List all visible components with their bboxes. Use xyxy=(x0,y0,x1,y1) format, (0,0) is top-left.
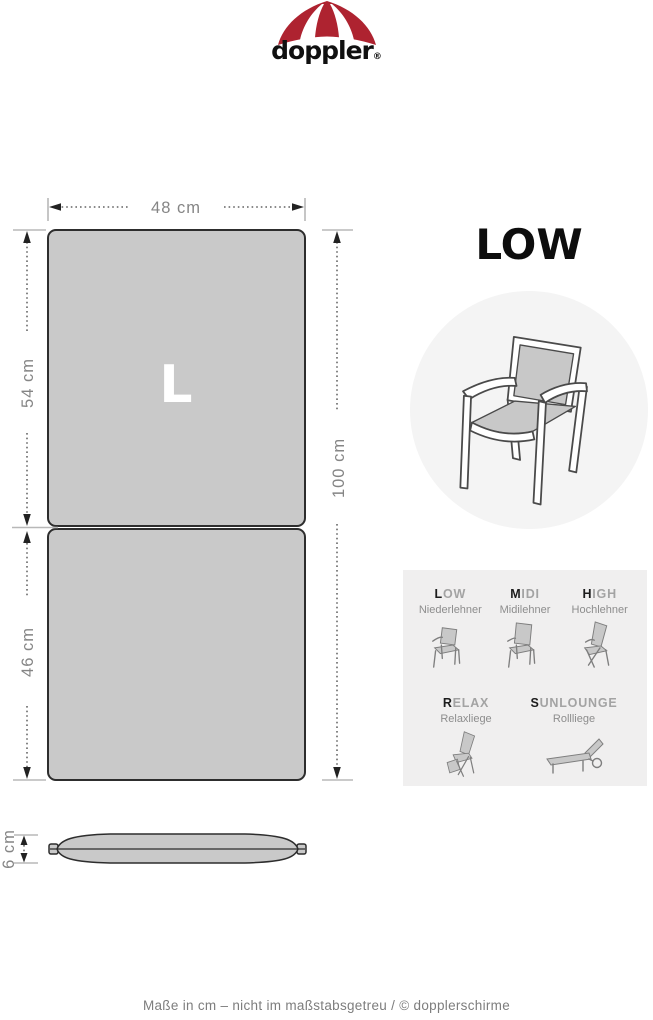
dimension-thickness xyxy=(0,829,38,869)
low-chair-illustration xyxy=(422,303,636,517)
registered-mark: ® xyxy=(372,52,382,62)
dimension-lower-height xyxy=(13,531,46,780)
sunlounge-icon xyxy=(541,730,607,778)
dimension-total-height xyxy=(322,230,353,780)
chair-low-icon xyxy=(428,621,472,669)
chair-midi-icon xyxy=(503,621,547,669)
chair-type-high xyxy=(562,587,637,674)
logo-brand-text: doppler xyxy=(271,36,373,65)
chair-type-sunlounge-subtitle: Rollliege xyxy=(552,713,596,725)
chair-type-high-subtitle: Hochlehner xyxy=(571,604,628,616)
chair-type-sunlounge-label: SUNLOUNGE xyxy=(530,696,618,710)
chair-type-relax-label: RELAX xyxy=(442,696,490,710)
cushion-dimension-drawing xyxy=(0,190,360,890)
cushion-seat-section xyxy=(48,529,305,780)
chair-types-panel xyxy=(403,570,647,786)
width-dimension-label: 48 cm xyxy=(151,199,201,217)
dimension-width xyxy=(48,198,305,221)
logo-wordmark xyxy=(0,38,653,63)
total-height-dimension-label: 100 cm xyxy=(330,437,348,499)
lower-height-dimension-label: 46 cm xyxy=(19,627,37,677)
chair-relax-icon xyxy=(441,730,491,778)
doppler-logo xyxy=(0,0,653,63)
chair-types-row-2 xyxy=(403,696,647,783)
chair-type-high-label: HIGH xyxy=(582,587,617,601)
chair-high-icon xyxy=(578,621,622,669)
upper-height-dimension-label: 54 cm xyxy=(19,358,37,408)
chair-type-low-subtitle: Niederlehner xyxy=(418,604,482,616)
chair-illustration-circle xyxy=(410,291,648,529)
size-letter: L xyxy=(159,355,193,415)
chair-types-row-1 xyxy=(403,587,647,674)
chair-type-low xyxy=(413,587,488,674)
chair-type-sunlounge xyxy=(526,696,622,783)
chair-type-midi-subtitle: Midilehner xyxy=(499,604,551,616)
size-title: LOW xyxy=(475,220,583,269)
chair-type-midi-label: MIDI xyxy=(510,587,540,601)
chair-type-relax-subtitle: Relaxliege xyxy=(440,713,492,725)
cushion-side-view xyxy=(49,834,306,863)
chair-type-midi xyxy=(488,587,563,674)
chair-type-low-label: LOW xyxy=(434,587,467,601)
footer-note: Maße in cm – nicht im maßstabsgetreu / © dopplerschirme xyxy=(142,998,511,1013)
chair-type-relax xyxy=(428,696,504,783)
thickness-dimension-label: 6 cm xyxy=(0,829,18,869)
